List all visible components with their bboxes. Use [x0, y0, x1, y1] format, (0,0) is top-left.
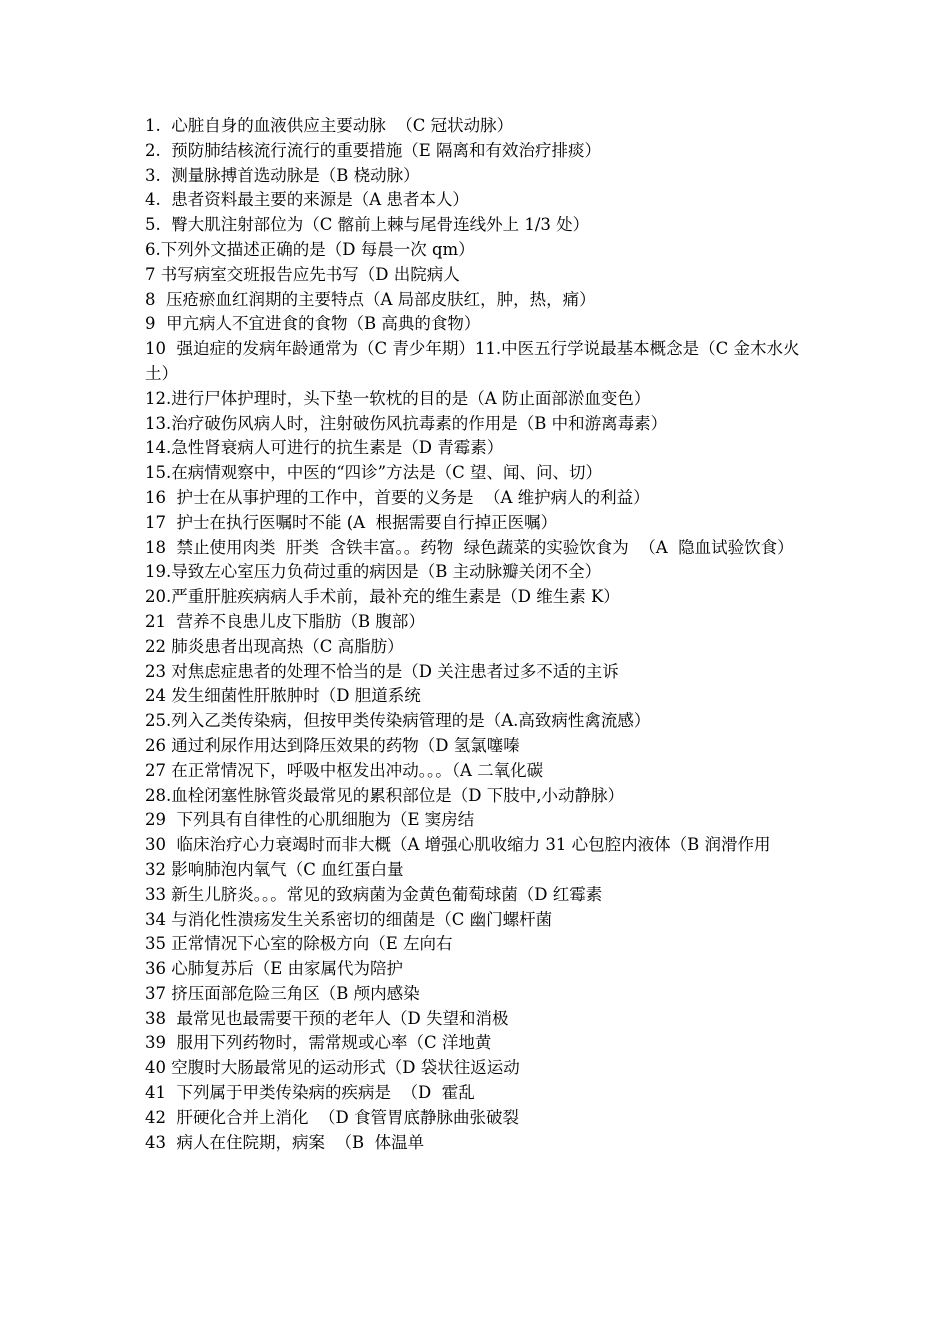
question-line-8: 8 压疮瘀血红润期的主要特点（A 局部皮肤红，肿，热，痛）: [145, 289, 596, 309]
question-line-15: 15.在病情观察中，中医的“四诊”方法是（C 望、闻、问、切）: [145, 463, 602, 483]
question-line-4: 4. 患者资料最主要的来源是（A 患者本人）: [145, 190, 469, 210]
question-line-33: 33 新生儿脐炎。。。常见的致病菌为金黄色葡萄球菌（D 红霉素: [145, 884, 603, 904]
question-line-24: 24 发生细菌性肝脓肿时（D 胆道系统: [145, 686, 421, 706]
question-line-35: 35 正常情况下心室的除极方向（E 左向右: [145, 934, 453, 954]
question-line-13: 13.治疗破伤风病人时，注射破伤风抗毒素的作用是（B 中和游离毒素）: [145, 413, 668, 433]
question-line-10-11: 10 强迫症的发病年龄通常为（C 青少年期）11.中医五行学说最基本概念是（C 金木水火土）: [145, 339, 800, 383]
question-line-21: 21 营养不良患儿皮下脂肪（B 腹部）: [145, 611, 425, 631]
question-line-27: 27 在正常情况下，呼吸中枢发出冲动。。。（A 二氧化碳: [145, 760, 544, 780]
question-line-36: 36 心肺复苏后（E 由家属代为陪护: [145, 959, 404, 979]
question-line-42: 42 肝硬化合并上消化 （D 食管胃底静脉曲张破裂: [145, 1107, 519, 1127]
question-line-22: 22 肺炎患者出现高热（C 高脂肪）: [145, 636, 404, 656]
question-line-19: 19.导致左心室压力负荷过重的病因是（B 主动脉瓣关闭不全）: [145, 562, 602, 582]
question-line-12: 12.进行尸体护理时，头下垫一软枕的目的是（A 防止面部淤血变色）: [145, 388, 651, 408]
question-line-41: 41 下列属于甲类传染病的疾病是 （D 霍乱: [145, 1083, 475, 1103]
question-line-7: 7 书写病室交班报告应先书写（D 出院病人: [145, 264, 460, 284]
question-line-37: 37 挤压面部危险三角区（B 颅内感染: [145, 983, 420, 1003]
question-line-38: 38 最常见也最需要干预的老年人（D 失望和消极: [145, 1008, 509, 1028]
question-list: [145, 114, 813, 1155]
question-line-2: 2. 预防肺结核流行流行的重要措施（E 隔离和有效治疗排痰）: [145, 140, 602, 160]
question-line-9: 9 甲亢病人不宜进食的食物（B 高典的食物）: [145, 314, 481, 334]
question-line-5: 5. 臀大肌注射部位为（C 髂前上棘与尾骨连线外上 1/3 处）: [145, 215, 590, 235]
question-line-14: 14.急性肾衰病人可进行的抗生素是（D 青霉素）: [145, 438, 504, 458]
question-line-28: 28.血栓闭塞性脉管炎最常见的累积部位是（D 下肢中,小动静脉）: [145, 785, 624, 805]
question-line-39: 39 服用下列药物时，需常规或心率（C 洋地黄: [145, 1033, 492, 1053]
question-line-1: 1. 心脏自身的血液供应主要动脉 （C 冠状动脉）: [145, 116, 514, 135]
question-line-40: 40 空腹时大肠最常见的运动形式（D 袋状往返运动: [145, 1058, 520, 1078]
question-line-32: 32 影响肺泡内氧气（C 血红蛋白量: [145, 859, 404, 879]
question-line-6: 6.下列外文描述正确的是（D 每晨一次 qm）: [145, 239, 475, 259]
question-line-16: 16 护士在从事护理的工作中，首要的义务是 （A 维护病人的利益）: [145, 487, 650, 507]
question-line-17: 17 护士在执行医嘱时不能 (A 根据需要自行掉正医嘱）: [145, 512, 558, 532]
question-line-25: 25.列入乙类传染病，但按甲类传染病管理的是（A.高致病性禽流感）: [145, 711, 651, 731]
question-line-23: 23 对焦虑症患者的处理不恰当的是（D 关注患者过多不适的主诉: [145, 661, 619, 681]
question-line-30-31: 30 临床治疗心力衰竭时而非大概（A 增强心肌收缩力 31 心包腔内液体（B 润滑作用: [145, 835, 771, 855]
question-line-29: 29 下列具有自律性的心肌细胞为（E 窦房结: [145, 810, 475, 830]
question-line-26: 26 通过利尿作用达到降压效果的药物（D 氢氯噻嗪: [145, 735, 520, 755]
question-line-20: 20.严重肝脏疾病病人手术前，最补充的维生素是（D 维生素 K）: [145, 587, 620, 607]
question-line-18: 18 禁止使用肉类 肝类 含铁丰富。。药物 绿色蔬菜的实验饮食为 （A 隐血试验饮食）: [145, 537, 794, 557]
question-line-3: 3. 测量脉搏首选动脉是（B 桡动脉）: [145, 165, 420, 185]
question-line-43: 43 病人在住院期，病案 （B 体温单: [145, 1132, 425, 1152]
question-line-34: 34 与消化性溃疡发生关系密切的细菌是（C 幽门螺杆菌: [145, 909, 553, 929]
